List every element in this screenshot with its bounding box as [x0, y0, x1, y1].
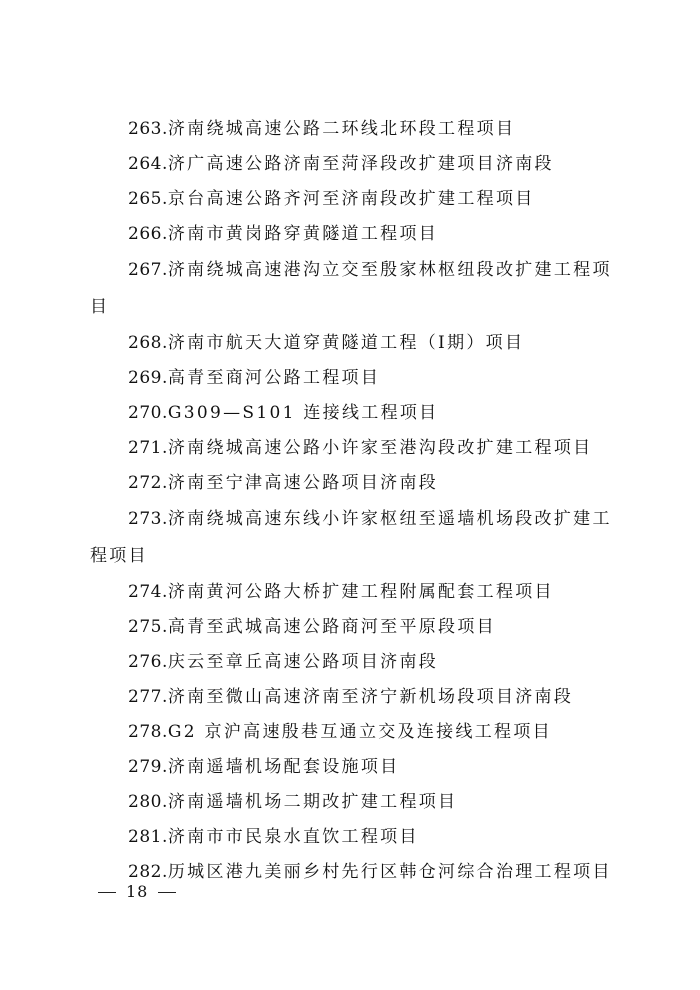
footer-dash-right — [158, 892, 176, 893]
item-text: 济南绕城高速东线小许家枢纽至遥墙机场段改扩建工程项目 — [90, 509, 612, 566]
item-number: 268. — [128, 333, 168, 353]
list-item — [90, 326, 620, 361]
page-footer — [98, 882, 176, 901]
list-item — [90, 361, 620, 396]
item-text: 济南遥墙机场配套设施项目 — [167, 757, 400, 777]
item-text: 济南绕城高速公路二环线北环段工程项目 — [167, 119, 516, 139]
list-item — [90, 610, 620, 645]
item-text: 济广高速公路济南至菏泽段改扩建项目济南段 — [167, 154, 554, 174]
item-number: 269. — [128, 368, 168, 388]
item-text: 济南至宁津高速公路项目济南段 — [167, 473, 439, 493]
item-number: 266. — [128, 224, 168, 244]
item-number: 274. — [128, 582, 168, 602]
item-text: 高青至商河公路工程项目 — [167, 368, 381, 388]
list-item — [90, 252, 620, 326]
item-text: 济南市航天大道穿黄隧道工程（I期）项目 — [167, 333, 525, 353]
item-text: 济南市市民泉水直饮工程项目 — [167, 827, 419, 847]
item-number: 280. — [128, 792, 168, 812]
item-number: 281. — [128, 827, 168, 847]
list-item — [90, 645, 620, 680]
project-list — [90, 112, 620, 890]
item-number: 270. — [128, 403, 168, 423]
item-number: 271. — [128, 438, 168, 458]
item-text: 京台高速公路齐河至济南段改扩建工程项目 — [167, 189, 535, 209]
item-number: 272. — [128, 473, 168, 493]
item-text: 济南至微山高速济南至济宁新机场段项目济南段 — [167, 687, 574, 707]
list-item — [90, 750, 620, 785]
list-item — [90, 147, 620, 182]
list-item — [90, 182, 620, 217]
list-item — [90, 431, 620, 466]
item-text: 济南市黄岗路穿黄隧道工程项目 — [167, 224, 439, 244]
item-text: 庆云至章丘高速公路项目济南段 — [167, 652, 439, 672]
item-number: 277. — [128, 687, 168, 707]
list-item — [90, 396, 620, 431]
list-item — [90, 785, 620, 820]
item-number: 278. — [128, 722, 168, 742]
footer-dash-left — [98, 892, 116, 893]
list-item — [90, 466, 620, 501]
item-number: 265. — [128, 189, 168, 209]
list-item — [90, 575, 620, 610]
list-item — [90, 112, 620, 147]
item-text: G2 京沪高速殷巷互通立交及连接线工程项目 — [167, 722, 552, 742]
list-item — [90, 715, 620, 750]
page-number: 18 — [126, 882, 149, 901]
item-number: 273. — [128, 509, 168, 529]
list-item — [90, 680, 620, 715]
item-text: 济南遥墙机场二期改扩建工程项目 — [167, 792, 458, 812]
item-number: 275. — [128, 617, 168, 637]
list-item — [90, 217, 620, 252]
item-text: G309—S101 连接线工程项目 — [167, 403, 439, 423]
item-number: 264. — [128, 154, 168, 174]
item-text: 高青至武城高速公路商河至平原段项目 — [167, 617, 496, 637]
item-text: 济南黄河公路大桥扩建工程附属配套工程项目 — [167, 582, 554, 602]
list-item — [90, 501, 620, 575]
item-text: 济南绕城高速公路小许家至港沟段改扩建工程项目 — [167, 438, 593, 458]
item-number: 282. — [128, 862, 168, 882]
item-text: 历城区港九美丽乡村先行区韩仓河综合治理工程项目 — [167, 862, 612, 882]
item-number: 276. — [128, 652, 168, 672]
item-text: 济南绕城高速港沟立交至殷家林枢纽段改扩建工程项目 — [90, 260, 612, 317]
item-number: 263. — [128, 119, 168, 139]
item-number: 279. — [128, 757, 168, 777]
list-item — [90, 820, 620, 855]
item-number: 267. — [128, 260, 168, 280]
